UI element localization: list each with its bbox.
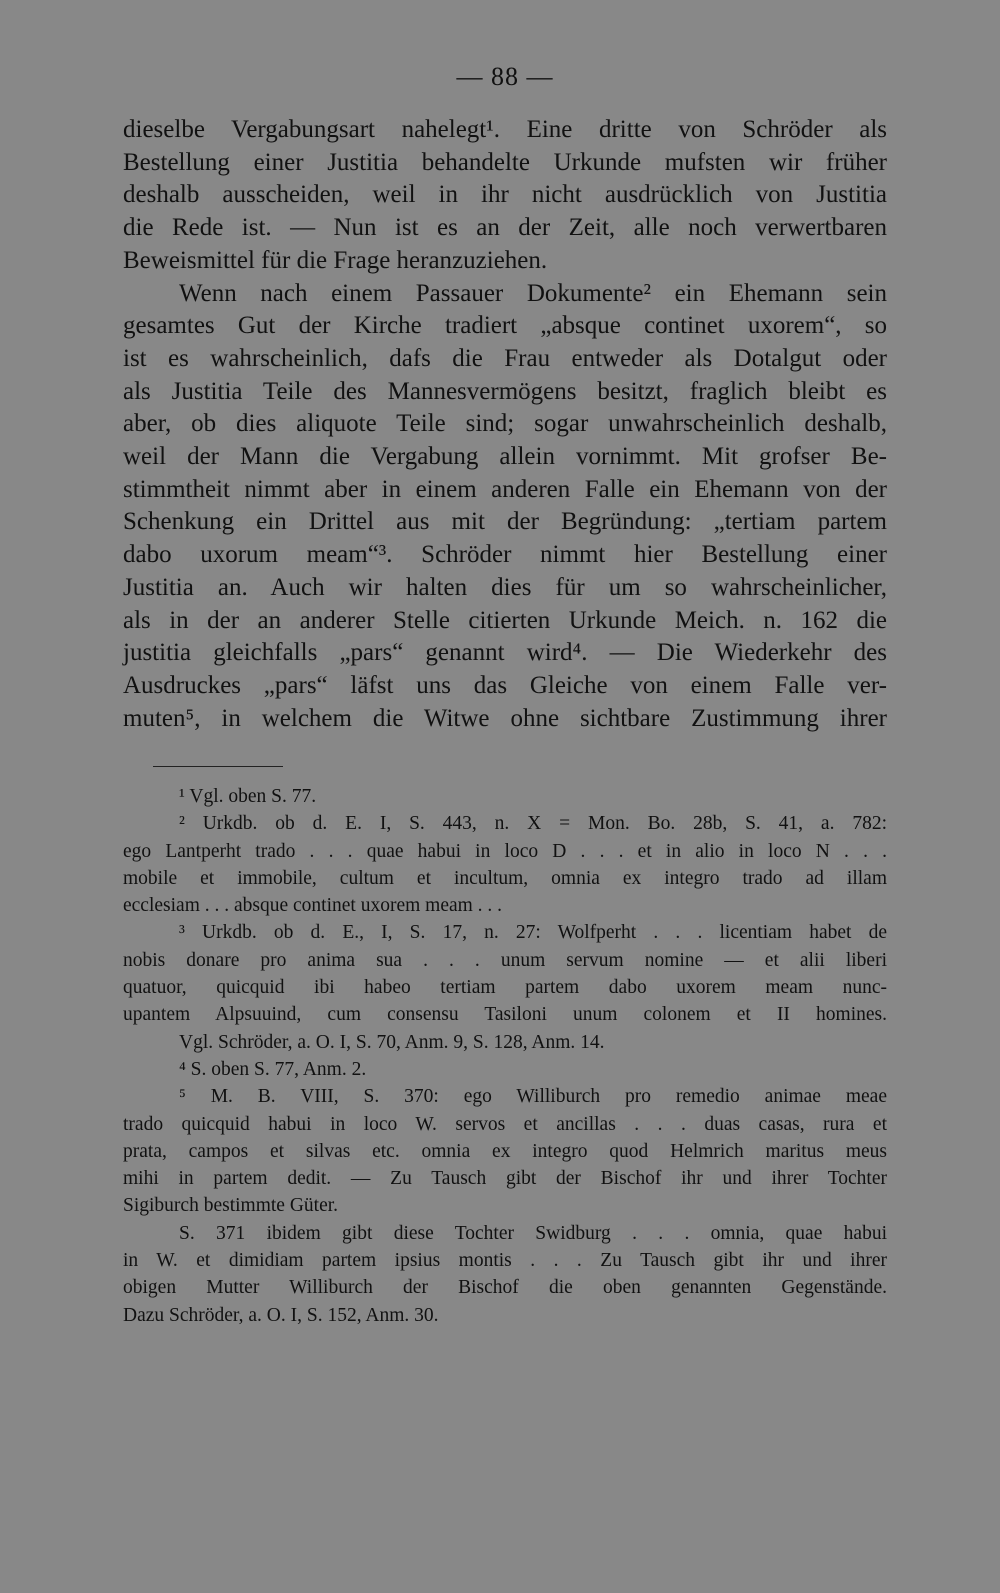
footnote-divider	[153, 766, 283, 767]
paragraph-2	[123, 278, 887, 736]
text-line: deshalb ausscheiden, weil in ihr nicht ausdrücklich von Justitia	[123, 181, 887, 209]
footnote-line: ego Lantperht trado . . . quae habui in loco D . . . et in alio in loco N . . .	[123, 840, 887, 862]
text-line: als Justitia Teile des Mannesvermögens besitzt, fraglich bleibt es	[123, 377, 887, 405]
footnote-line: Vgl. Schröder, a. O. I, S. 70, Anm. 9, S. 128, Anm. 14.	[179, 1031, 605, 1053]
footnote-line: nobis donare pro anima sua . . . unum servum nomine — et alii liberi	[123, 949, 887, 971]
body-text	[123, 114, 887, 735]
footnote-line: upantem Alpsuuind, cum consensu Tasiloni unum colonem et II homines.	[123, 1004, 887, 1026]
footnote-line: ³ Urkdb. ob d. E., I, S. 17, n. 27: Wolfperht . . . licentiam habet de	[179, 922, 887, 944]
footnote-line: ecclesiam . . . absque continet uxorem meam . . .	[123, 895, 503, 917]
text-line: dabo uxorum meam“³. Schröder nimmt hier Bestellung einer	[123, 541, 887, 569]
footnote-5-continued	[123, 1220, 887, 1329]
footnote-line: S. 371 ibidem gibt diese Tochter Swidburg . . . omnia, quae habui	[179, 1222, 887, 1244]
footnote-line: quatuor, quicquid ibi habeo tertiam partem dabo uxorem meam nunc-	[123, 977, 887, 999]
paragraph-1	[123, 114, 887, 278]
text-line: aber, ob dies aliquote Teile sind; sogar unwahrscheinlich deshalb,	[123, 410, 887, 438]
text-line: Ausdruckes „pars“ läfst uns das Gleiche von einem Falle ver-	[123, 671, 887, 699]
footnote-line: obigen Mutter Williburch der Bischof die oben genannten Gegenstände.	[123, 1277, 887, 1299]
footnote-line: mobile et immobile, cultum et incultum, omnia ex integro trado ad illam	[123, 867, 887, 889]
footnote-line: ⁴ S. oben S. 77, Anm. 2.	[179, 1058, 367, 1080]
footnote-line: prata, campos et silvas etc. omnia ex integro quod Helmrich maritus meus	[123, 1140, 887, 1162]
text-line: die Rede ist. — Nun ist es an der Zeit, alle noch verwertbaren	[123, 214, 887, 242]
footnote-line: ⁵ M. B. VIII, S. 370: ego Williburch pro remedio animae meae	[179, 1086, 887, 1108]
footnote-line: ² Urkdb. ob d. E. I, S. 443, n. X = Mon. Bo. 28b, S. 41, a. 782:	[179, 813, 887, 835]
footnote-line: mihi in partem dedit. — Zu Tausch gibt der Bischof ihr und ihrer Tochter	[123, 1168, 887, 1190]
footnote-5	[123, 1083, 887, 1219]
text-line: weil der Mann die Vergabung allein vornimmt. Mit grofser Be-	[123, 443, 887, 471]
text-line: Wenn nach einem Passauer Dokumente² ein Ehemann sein	[179, 279, 887, 307]
footnote-4	[123, 1056, 887, 1083]
text-line: als in der an anderer Stelle citierten Urkunde Meich. n. 162 die	[123, 606, 887, 634]
text-line: stimmtheit nimmt aber in einem anderen Falle ein Ehemann von der	[123, 475, 887, 503]
text-line: Beweismittel für die Frage heranzuziehen.	[123, 246, 548, 274]
text-line: muten⁵, in welchem die Witwe ohne sichtbare Zustimmung ihrer	[123, 704, 887, 732]
text-line: ist es wahrscheinlich, dafs die Frau entweder als Dotalgut oder	[123, 344, 887, 372]
footnote-line: Dazu Schröder, a. O. I, S. 152, Anm. 30.	[123, 1304, 439, 1326]
text-line: Bestellung einer Justitia behandelte Urkunde mufsten wir früher	[123, 148, 887, 176]
footnotes	[123, 783, 887, 1329]
footnote-1	[123, 783, 887, 810]
text-line: gesamtes Gut der Kirche tradiert „absque continet uxorem“, so	[123, 312, 887, 340]
text-line: dieselbe Vergabungsart nahelegt¹. Eine dritte von Schröder als	[123, 116, 887, 143]
footnote-line: ¹ Vgl. oben S. 77.	[179, 786, 317, 807]
footnote-line: Sigiburch bestimmte Güter.	[123, 1195, 339, 1217]
footnote-2	[123, 810, 887, 919]
page-number: — 88 —	[456, 62, 554, 91]
footnote-3	[123, 919, 887, 1055]
footnote-line: trado quicquid habui in loco W. servos et ancillas . . . duas casas, rura et	[123, 1113, 887, 1135]
text-line: Justitia an. Auch wir halten dies für um so wahrscheinlicher,	[123, 573, 887, 601]
text-line: Schenkung ein Drittel aus mit der Begründung: „tertiam partem	[123, 508, 887, 536]
footnote-line: in W. et dimidiam partem ipsius montis . . . Zu Tausch gibt ihr und ihrer	[123, 1250, 887, 1272]
text-line: justitia gleichfalls „pars“ genannt wird⁴. — Die Wiederkehr des	[123, 639, 887, 667]
